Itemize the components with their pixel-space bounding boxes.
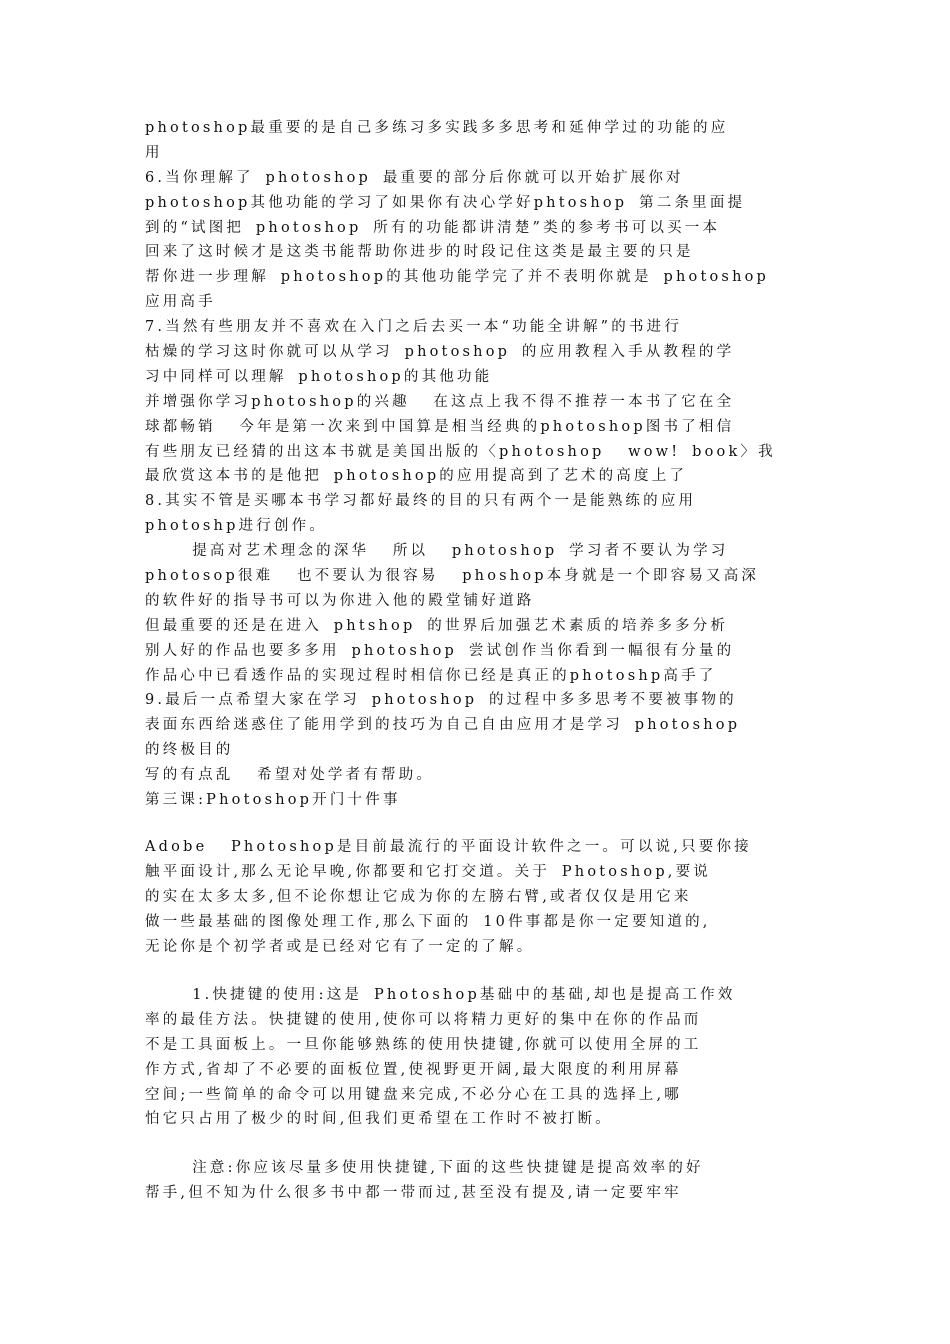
text-line: 有些朋友已经猜的出这本书就是美国出版的〈photoshop wow! book〉我 — [145, 443, 776, 460]
text-line: 作品心中已看透作品的实现过程时相信你已经是真正的photoshp高手了 — [145, 667, 717, 684]
text-line: 枯燥的学习这时你就可以从学习 photoshop 的应用教程入手从教程的学 — [145, 344, 735, 361]
text-line: 的实在太多太多,但不论你想让它成为你的左膀右臂,或者仅仅是用它来 — [145, 888, 692, 905]
text-line: 9.最后一点希望大家在学习 photoshop 的过程中多多思考不要被事物的 — [145, 692, 737, 709]
text-block-2 — [145, 835, 805, 959]
text-line: photoshp进行创作。 — [145, 518, 328, 535]
text-line: 空间;一些简单的命令可以用键盘来完成,不必分心在工具的选择上,哪 — [145, 1086, 683, 1103]
text-line: 率的最佳方法。快捷键的使用,使你可以将精力更好的集中在你的作品而 — [145, 1011, 702, 1028]
text-line: 回来了这时候才是这类书能帮助你进步的时段记住这类是最主要的只是 — [145, 244, 694, 261]
text-line: 不是工具面板上。一旦你能够熟练的使用快捷键,你就可以使用全屏的工 — [145, 1036, 702, 1053]
text-line: 6.当你理解了 photoshop 最重要的部分后你就可以开始扩展你对 — [145, 169, 684, 186]
text-line: 但最重要的还是在进入 phtshop 的世界后加强艺术素质的培养多多分析 — [145, 617, 729, 634]
text-line: 7.当然有些朋友并不喜欢在入门之后去买一本“功能全讲解”的书进行 — [145, 319, 683, 336]
text-line: photosop很难 也不要认为很容易 phoshop本身就是一个即容易又高深 — [145, 568, 760, 585]
text-line: 提高对艺术理念的深华 所以 photoshop 学习者不要认为学习 — [145, 543, 729, 560]
text-line: 帮手,但不知为什么很多书中都一带而过,甚至没有提及,请一定要牢牢 — [145, 1184, 682, 1201]
text-block-4 — [145, 1156, 805, 1206]
text-line: 球都畅销 今年是第一次来到中国算是相当经典的photoshop图书了相信 — [145, 418, 735, 435]
text-line: 触平面设计,那么无论早晚,你都要和它打交道。关于 Photoshop,要说 — [145, 863, 712, 880]
text-line: 8.其实不管是买哪本书学习都好最终的目的只有两个一是能熟练的应用 — [145, 493, 697, 510]
text-line: 习中同样可以理解 photoshop的其他功能 — [145, 368, 493, 385]
text-block-3 — [145, 983, 805, 1132]
text-line: Adobe Photoshop是目前最流行的平面设计软件之一。可以说,只要你接 — [145, 839, 752, 855]
text-line: 第三课:Photoshop开门十件事 — [145, 792, 401, 809]
text-line: 怕它只占用了极少的时间,但我们更希望在工作时不被打断。 — [145, 1111, 614, 1128]
text-line: 注意:你应该尽量多使用快捷键,下面的这些快捷键是提高效率的好 — [145, 1160, 704, 1176]
text-line: 并增强你学习photoshop的兴趣 在这点上我不得不推荐一本书了它在全 — [145, 393, 735, 410]
text-line: 用 — [145, 144, 163, 161]
text-line: 的终极目的 — [145, 742, 234, 759]
text-line: 无论你是个初学者或是已经对它有了一定的了解。 — [145, 938, 535, 955]
text-line: 应用高手 — [145, 294, 216, 311]
text-line: 作方式,省却了不必要的面板位置,使视野更开阔,最大限度的利用屏幕 — [145, 1061, 682, 1078]
text-line: photoshop最重要的是自己多练习多实践多多思考和延伸学过的功能的应 — [145, 120, 729, 136]
text-line: 表面东西给迷惑住了能用学到的技巧为自己自由应用才是学习 photoshop — [145, 717, 741, 734]
text-line: 1.快捷键的使用:这是 Photoshop基础中的基础,却也是提高工作效 — [145, 987, 736, 1003]
text-block-1 — [145, 116, 805, 813]
text-line: 别人好的作品也要多多用 photoshop 尝试创作当你看到一幅很有分量的 — [145, 642, 735, 659]
text-line: 帮你进一步理解 photoshop的其他功能学完了并不表明你就是 photoshop — [145, 269, 770, 286]
text-line: 最欣赏这本书的是他把 photoshop的应用提高到了艺术的高度上了 — [145, 468, 688, 485]
text-line: 做一些最基础的图像处理工作,那么下面的 10件事都是你一定要知道的, — [145, 913, 711, 930]
text-line: 的软件好的指导书可以为你进入他的殿堂铺好道路 — [145, 592, 535, 609]
text-line: 到的“试图把 photoshop 所有的功能都讲清楚”类的参考书可以买一本 — [145, 219, 721, 236]
text-line: photoshop其他功能的学习了如果你有决心学好phtoshop 第二条里面提 — [145, 194, 746, 211]
text-line: 写的有点乱 希望对处学者有帮助。 — [145, 767, 435, 784]
